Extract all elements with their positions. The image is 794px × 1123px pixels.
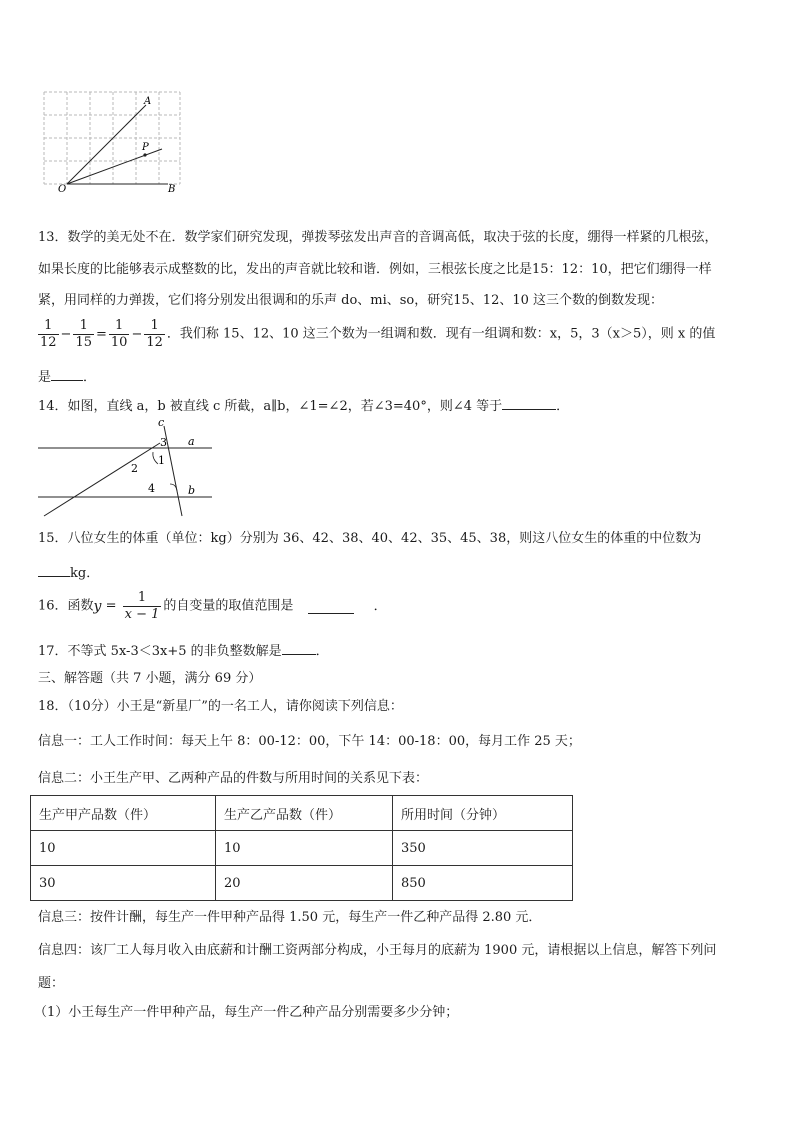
production-table [30,795,573,901]
equals-sign: = [96,327,107,342]
q13-line1: 13．数学的美无处不在．数学家们研究发现，弹拨琴弦发出声音的音调高低，取决于弦的长度，绷得一样紧的几根弦， [38,230,718,245]
label-o: O [58,184,67,195]
q18-info2: 信息二：小王生产甲、乙两种产品的件数与所用时间的关系见下表： [38,771,429,786]
minus-sign: − [131,327,143,342]
answer-blank-13[interactable] [51,366,83,381]
table-cell: 10 [216,831,393,866]
q18-info4-line2: 题： [38,976,65,991]
q13-line2: 如果长度的比能够表示成整数的比，发出的声音就比较和谐．例如，三根弦长度之比是15：12：10，把它们绷得一样 [38,262,712,277]
table-row [31,866,573,901]
answer-blank-16[interactable] [308,599,354,614]
fraction-1-15: $\frac{1}{15}$ [75,318,92,350]
angle-4-label: 4 [148,482,155,495]
fraction-1-12: $\frac{1}{12}$ [40,318,57,350]
minus-sign: − [60,327,72,342]
fraction-1-10: $\frac{1}{10}$ [110,318,128,350]
point-p [143,153,146,156]
table-row [31,831,573,866]
label-b-line: b [188,484,196,497]
label-a: A [144,96,152,107]
fraction-1-12b: $\frac{1}{12}$ [146,318,163,350]
angle-3-label: 3 [160,436,167,449]
answer-blank-15[interactable] [38,562,70,577]
q15-answer: kg． [38,562,99,583]
q13-line5: 是 ． [38,366,96,387]
q18-info4-line1: 信息四：该厂工人每月收入由底薪和计酬工资两部分构成，小王每月的底薪为 1900 元，请根据以上信息，解答下列问 [38,943,717,958]
label-p: P [142,142,149,153]
q18-subquestion-1: （1）小王每生产一件甲种产品，每生产一件乙种产品分别需要多少分钟； [34,1005,459,1020]
answer-blank-17[interactable] [282,640,316,655]
q17-text: 17．不等式 5x-3＜3x+5 的非负整数解是 ． [38,640,329,661]
table-cell: 10 [31,831,216,866]
label-c: c [158,416,165,429]
q13-line3: 紧，用同样的力弹拨，它们将分别发出很调和的乐声 do、mi、so，研究15、12、10 这三个数的倒数发现： [38,293,664,308]
q18-info3: 信息三：按件计酬，每生产一件甲种产品得 1.50 元，每生产一件乙种产品得 2.80 元． [38,910,542,925]
parallel-lines-figure [36,412,216,520]
q14-text: 14．如图，直线 a，b 被直线 c 所截，a∥b，∠1=∠2，若∠3=40°，则∠4 等于 ． [38,395,569,416]
table-header: 生产乙产品数（件） [216,796,393,831]
ray-oa [67,105,146,184]
label-b: B [168,184,176,195]
q18-intro: 18．（10分）小王是“新星厂”的一名工人，请你阅读下列信息： [38,699,403,714]
q13-line4-text: ．我们称 15、12、10 这三个数为一组调和数．现有一组调和数：x，5，3（x＞5），则 x 的值 [166,326,716,342]
section-heading: 三、解答题（共 7 小题，满分 69 分） [38,671,262,686]
table-header: 所用时间（分钟） [393,796,573,831]
table-header-row [31,796,573,831]
q18-info1: 信息一：工人工作时间：每天上午 8：00-12：00，下午 14：00-18：00，每月工作 25 天； [38,734,581,749]
angle-2-label: 2 [131,462,138,475]
table-header: 生产甲产品数（件） [31,796,216,831]
ray-op [67,149,162,184]
q15-text: 15．八位女生的体重（单位：kg）分别为 36、42、38、40、42、35、45、38，则这八位女生的体重的中位数为 [38,531,702,546]
transversal-line [44,443,160,516]
grid-angle-figure [38,88,188,198]
angle-1-label: 1 [158,454,165,467]
table-cell: 850 [393,866,573,901]
table-cell: 30 [31,866,216,901]
q16-line: 16．函数y = $\frac{1}{x - 1}$ 的自变量的取值范围是 ． [38,590,387,622]
label-a-line: a [188,435,195,448]
function-fraction: $\frac{1}{x - 1}$ [124,590,160,622]
table-cell: 350 [393,831,573,866]
table-cell: 20 [216,866,393,901]
q13-fraction-line [36,318,715,351]
answer-blank-14[interactable] [502,395,556,410]
